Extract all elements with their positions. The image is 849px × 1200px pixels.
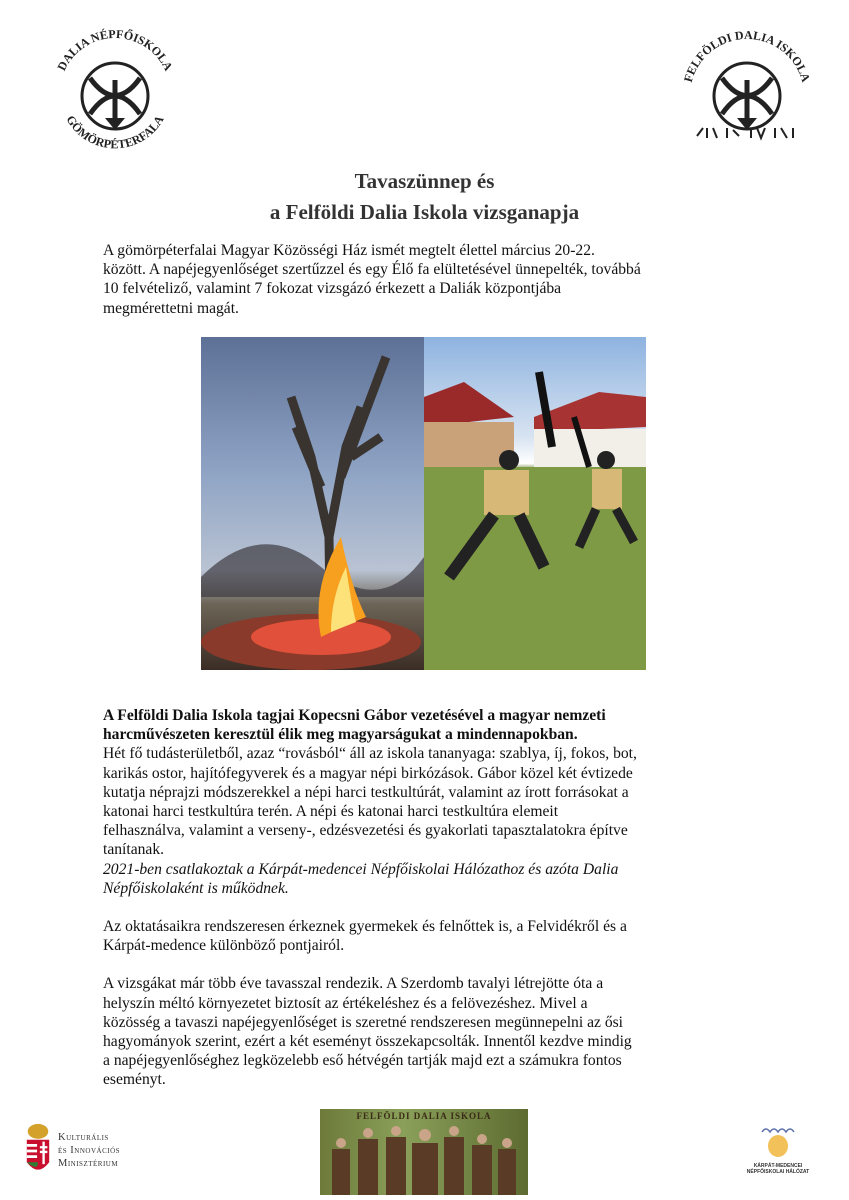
title-line-2: a Felföldi Dalia Iskola vizsganapja	[269, 200, 580, 224]
italic-line: 2021-ben csatlakoztak a Kárpát-medencei Népfőiskolai Hálózathoz és azóta Dalia	[103, 860, 619, 878]
text-line: közösség a tavaszi napéjegyenlőséget is szeretné rendszeresen megünnepelni az ősi	[103, 1013, 624, 1031]
text-line: eseményt.	[103, 1071, 166, 1089]
felfoldi-dalia-iskola-logo	[672, 18, 822, 168]
network-line: KÁRPÁT-MEDENCEI	[753, 1163, 803, 1169]
coat-of-arms-icon	[24, 1122, 52, 1180]
text-line: között. A napéjegyenlőséget szertűzzel és egy Élő fa elültetésével ünnepelték, továbbá	[103, 261, 641, 279]
text-line: katonai harci testkultúra terén. A népi és katonai harci testkultúra elemeit	[103, 803, 559, 821]
svg-text:DALIA NÉPFŐISKOLA: DALIA NÉPFŐISKOLA	[54, 26, 176, 73]
intro-paragraph	[103, 241, 641, 318]
ministry-line: és Innovációs	[58, 1145, 121, 1156]
text-line: helyszín méltó környezetet biztosít az értékeléshez és a felövezéshez. Mivel a	[103, 994, 588, 1012]
title-line-1: Tavaszünnep és	[354, 169, 495, 193]
bonfire-photo	[201, 337, 424, 670]
banner-title: FELFÖLDI DALIA ISKOLA	[356, 1111, 492, 1121]
svg-text:GÖMÖRPÉTERFALA: GÖMÖRPÉTERFALA	[63, 112, 167, 152]
ministry-line: Kulturális	[58, 1132, 109, 1143]
main-paragraph	[103, 706, 637, 1090]
text-line: Az oktatásaikra rendszeresen érkeznek gyermekek és felnőttek is, a Felvidékről és a	[103, 918, 627, 936]
text-line: felhasználva, valamint a verseny-, edzésvezetési és gyakorlati tapasztalatokra építve	[103, 822, 628, 840]
text-line: A vizsgákat már több éve tavasszal rendezik. A Szerdomb tavalyi létrejötte óta a	[103, 975, 604, 993]
nepfoiskolai-halozat-logo	[740, 1126, 816, 1186]
text-line: megmérettetni magát.	[103, 299, 239, 317]
svg-text:FELFÖLDI DALIA ISKOLA: FELFÖLDI DALIA ISKOLA	[680, 27, 814, 84]
network-line: NÉPFŐISKOLAI HÁLÓZAT	[746, 1169, 810, 1175]
dalia-nepfoiskola-logo	[40, 18, 190, 168]
ministry-logo	[24, 1122, 154, 1180]
lead-line: harcművészeten keresztül élik meg magyarságukat a mindennapokban.	[103, 726, 578, 744]
lead-line: A Felföldi Dalia Iskola tagjai Kopecsni Gábor vezetésével a magyar nemzeti	[103, 707, 606, 724]
text-line: a napéjegyenlőséghez legközelebb eső hétvégén tartják majd ezt a számukra fontos	[103, 1052, 622, 1070]
sun-emblem-icon	[758, 1126, 798, 1158]
page-title	[0, 166, 849, 228]
dalia-iskola-banner	[320, 1109, 528, 1195]
italic-line: Népfőiskolaként is működnek.	[103, 879, 289, 897]
text-line: A gömörpéterfalai Magyar Közösségi Ház ismét megtelt élettel március 20-22.	[103, 242, 595, 259]
text-line: tanítanak.	[103, 841, 165, 859]
text-line: 10 felvételiző, valamint 7 fokozat vizsgázó érkezett a Daliák központjába	[103, 280, 562, 298]
sparring-photo	[424, 337, 646, 670]
text-line: hagyományok szerint, ezért a két eseményt összekapcsolták. Innentől kezdve mindig	[103, 1033, 632, 1051]
text-line: Kárpát-medence különböző pontjairól.	[103, 937, 345, 955]
text-line: kutatja néprajzi módszerekkel a népi harci testkultúrát, valamint az írott forrásokat a	[103, 783, 629, 801]
text-line: karikás ostor, hajítófegyverek és a magyar népi birkózások. Gábor közel két évtizede	[103, 764, 633, 782]
ministry-line: Minisztérium	[58, 1158, 119, 1169]
text-line: Hét fő tudásterületből, azaz “rovásból“ áll az iskola tananyaga: szablya, íj, fokos, bot,	[103, 745, 637, 763]
